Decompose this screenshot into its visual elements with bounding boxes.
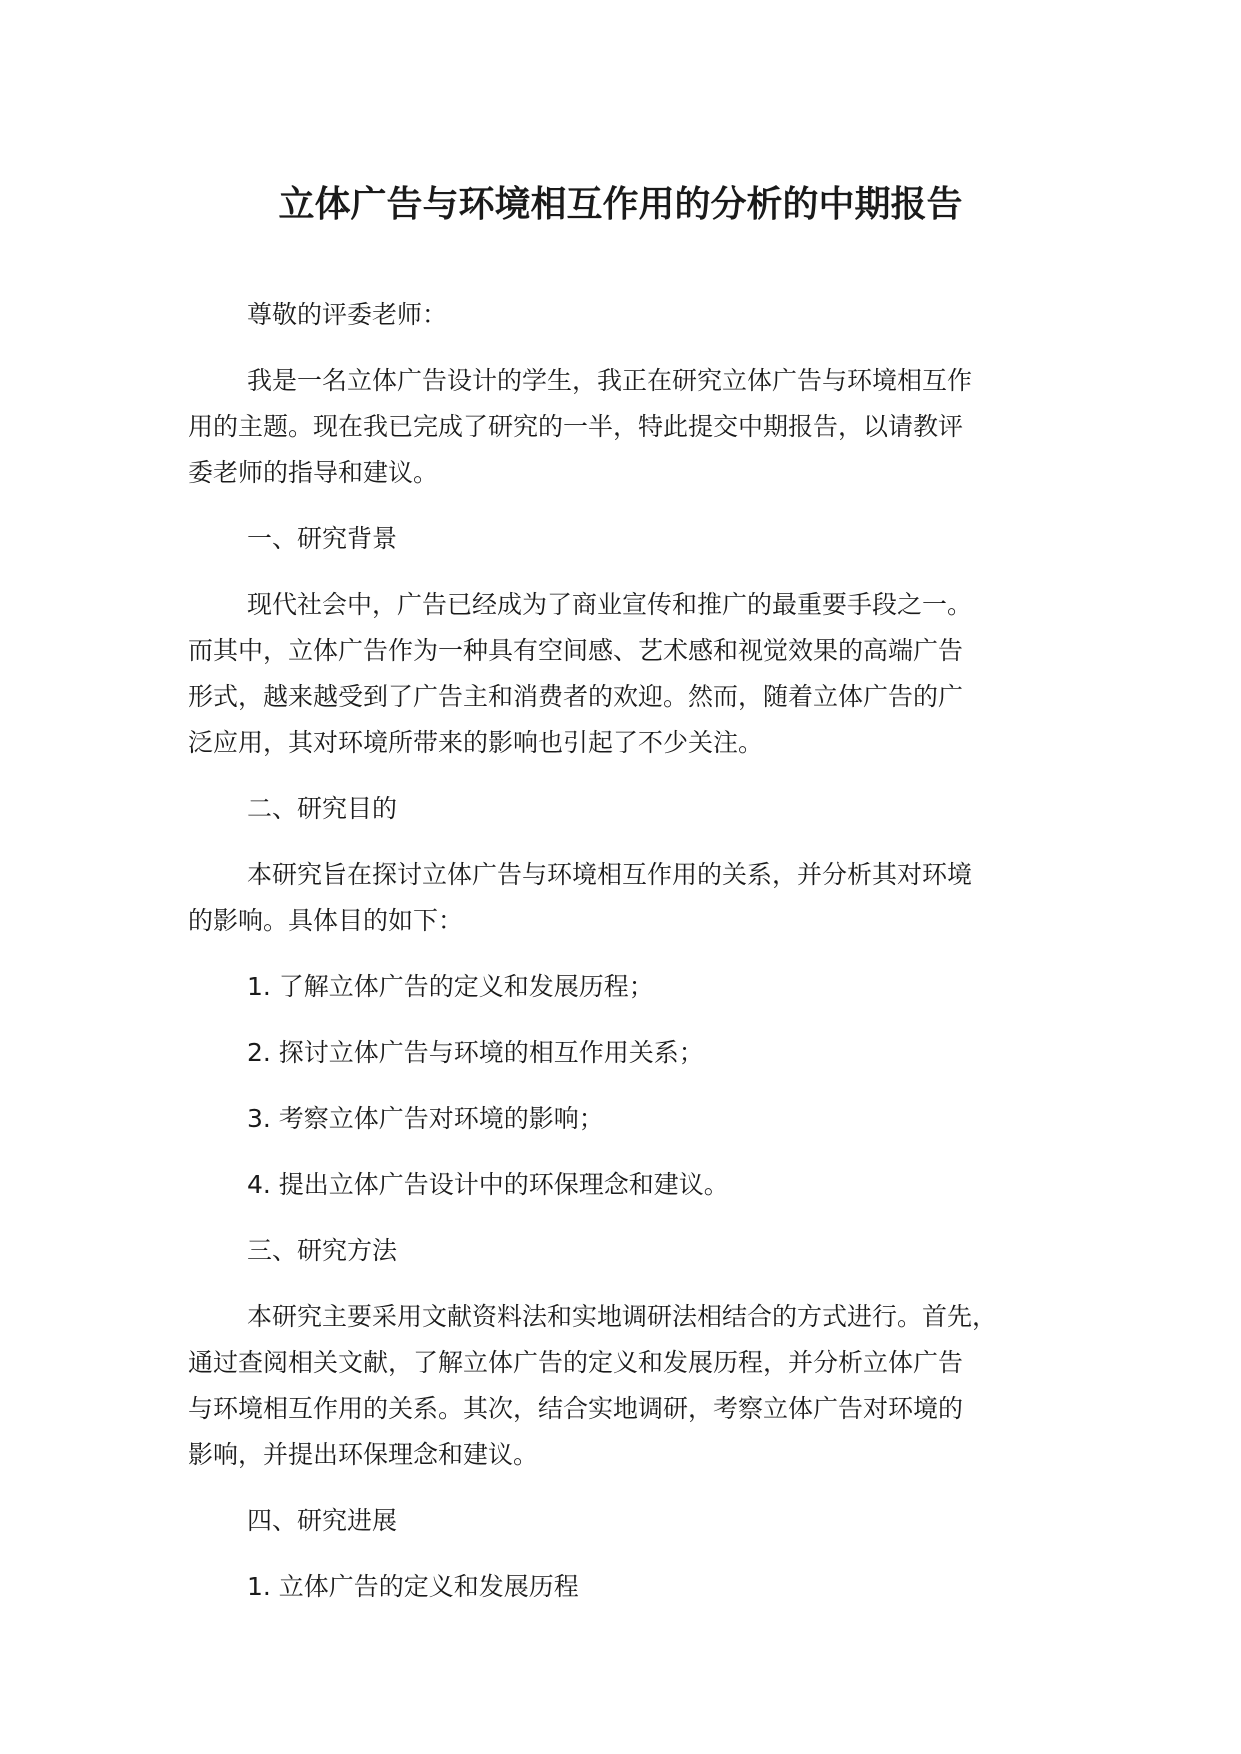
section-heading-purpose: 二、研究目的 bbox=[247, 794, 398, 823]
list-item: 4. 提出立体广告设计中的环保理念和建议。 bbox=[247, 1170, 729, 1199]
document-body bbox=[188, 292, 1088, 1630]
paragraph-line: 而其中，立体广告作为一种具有空间感、艺术感和视觉效果的高端广告 bbox=[188, 636, 964, 665]
paragraph-line: 的影响。具体目的如下： bbox=[188, 906, 464, 935]
intro-paragraph bbox=[188, 358, 1088, 496]
paragraph-line: 我是一名立体广告设计的学生，我正在研究立体广告与环境相互作 bbox=[247, 366, 973, 395]
background-paragraph bbox=[188, 582, 1088, 766]
list-item: 1. 立体广告的定义和发展历程 bbox=[247, 1572, 579, 1601]
list-item: 1. 了解立体广告的定义和发展历程； bbox=[247, 972, 654, 1001]
paragraph-line: 通过查阅相关文献，了解立体广告的定义和发展历程，并分析立体广告 bbox=[188, 1348, 964, 1377]
paragraph-line: 泛应用，其对环境所带来的影响也引起了不少关注。 bbox=[188, 728, 764, 757]
paragraph-line: 与环境相互作用的关系。其次，结合实地调研，考察立体广告对环境的 bbox=[188, 1394, 964, 1423]
paragraph-line: 用的主题。现在我已完成了研究的一半，特此提交中期报告，以请教评 bbox=[188, 412, 964, 441]
list-item: 3. 考察立体广告对环境的影响； bbox=[247, 1104, 604, 1133]
document-title: 立体广告与环境相互作用的分析的中期报告 bbox=[278, 184, 963, 225]
method-paragraph bbox=[188, 1294, 1088, 1478]
paragraph-line: 委老师的指导和建议。 bbox=[188, 458, 439, 487]
list-item: 2. 探讨立体广告与环境的相互作用关系； bbox=[247, 1038, 704, 1067]
paragraph-line: 形式，越来越受到了广告主和消费者的欢迎。然而，随着立体广告的广 bbox=[188, 682, 964, 711]
paragraph-line: 本研究主要采用文献资料法和实地调研法相结合的方式进行。首先， bbox=[247, 1302, 998, 1331]
paragraph-line: 本研究旨在探讨立体广告与环境相互作用的关系，并分析其对环境 bbox=[247, 860, 973, 889]
section-heading-background: 一、研究背景 bbox=[247, 524, 398, 553]
paragraph-line: 现代社会中，广告已经成为了商业宣传和推广的最重要手段之一。 bbox=[247, 590, 973, 619]
purpose-paragraph bbox=[188, 852, 1088, 944]
section-heading-method: 三、研究方法 bbox=[247, 1236, 398, 1265]
paragraph-line: 影响，并提出环保理念和建议。 bbox=[188, 1440, 539, 1469]
section-heading-progress: 四、研究进展 bbox=[247, 1506, 398, 1535]
greeting: 尊敬的评委老师： bbox=[247, 300, 448, 329]
